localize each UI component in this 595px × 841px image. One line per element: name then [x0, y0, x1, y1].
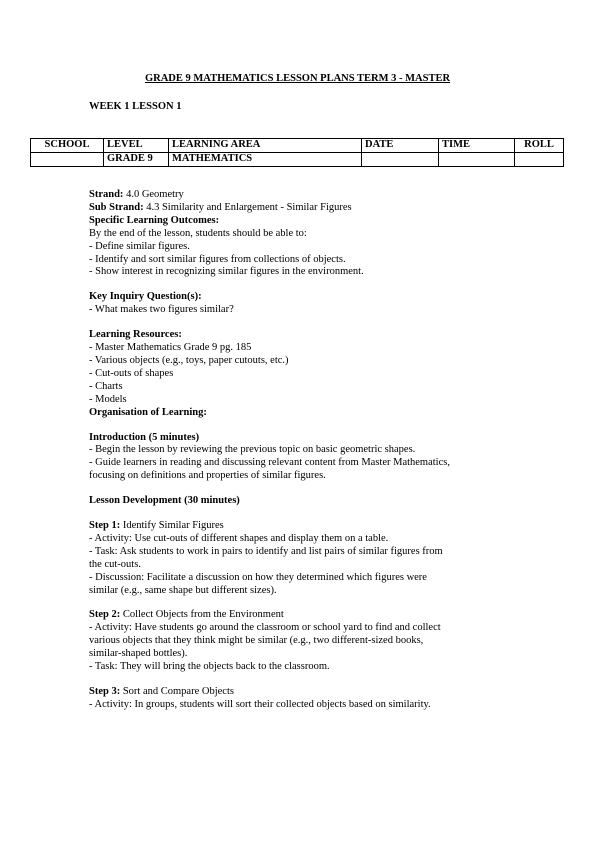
cell-time — [439, 153, 515, 167]
header-level: LEVEL — [104, 139, 169, 153]
lesson-info-table — [30, 138, 564, 167]
development-heading: Lesson Development (30 minutes) — [89, 495, 240, 507]
header-time: TIME — [439, 139, 515, 153]
table-header-row — [31, 139, 564, 153]
header-date: DATE — [362, 139, 439, 153]
outcomes-heading: Specific Learning Outcomes: — [89, 214, 220, 226]
table-data-row — [31, 153, 564, 167]
introduction-heading: Introduction (5 minutes) — [89, 431, 200, 443]
resource-item: - Charts — [89, 380, 123, 392]
inquiry-heading: Key Inquiry Question(s): — [89, 291, 202, 303]
header-school: SCHOOL — [31, 139, 104, 153]
step1-line: the cut-outs. — [89, 558, 141, 570]
inquiry-question: - What makes two figures similar? — [89, 304, 234, 316]
step2-title: Step 2: Collect Objects from the Environment — [89, 609, 284, 621]
cell-school — [31, 153, 104, 167]
outcomes-intro: By the end of the lesson, students should be able to: — [89, 227, 307, 239]
outcome-item: - Define similar figures. — [89, 240, 190, 252]
cell-roll — [515, 153, 564, 167]
step3-line: - Activity: In groups, students will sort their collected objects based on similarity. — [89, 698, 431, 710]
resources-heading: Learning Resources: — [89, 329, 182, 341]
strand-line — [89, 189, 519, 202]
introduction-line: - Guide learners in reading and discussing relevant content from Master Mathematics, — [89, 457, 450, 469]
lesson-body — [89, 189, 519, 712]
step2-line: various objects that they think might be similar (e.g., two different-sized books, — [89, 635, 424, 647]
page-title: GRADE 9 MATHEMATICS LESSON PLANS TERM 3 - MASTER — [144, 73, 451, 84]
week-lesson-heading: WEEK 1 LESSON 1 — [89, 101, 182, 112]
substrand-value: 4.3 Similarity and Enlargement - Similar Figures — [143, 201, 352, 213]
introduction-line: - Begin the lesson by reviewing the previous topic on basic geometric shapes. — [89, 444, 416, 456]
header-learning-area: LEARNING AREA — [169, 139, 362, 153]
substrand-line — [89, 202, 519, 215]
resource-item: - Various objects (e.g., toys, paper cutouts, etc.) — [89, 354, 289, 366]
cell-date — [362, 153, 439, 167]
resource-item: - Master Mathematics Grade 9 pg. 185 — [89, 342, 252, 354]
cell-learning-area: MATHEMATICS — [169, 153, 362, 167]
strand-label: Strand: — [89, 189, 124, 200]
step3-title: Step 3: Sort and Compare Objects — [89, 686, 234, 697]
step2-line: - Activity: Have students go around the classroom or school yard to find and collect — [89, 622, 441, 634]
step1-line: similar (e.g., same shape but different sizes). — [89, 584, 277, 596]
step1-line: - Activity: Use cut-outs of different shapes and display them on a table. — [89, 532, 389, 544]
strand-value: 4.0 Geometry — [123, 189, 184, 200]
cell-level: GRADE 9 — [104, 153, 169, 167]
introduction-line: focusing on definitions and properties of similar figures. — [89, 470, 326, 482]
outcome-item: - Identify and sort similar figures from collections of objects. — [89, 253, 346, 265]
resource-item: - Models — [89, 393, 127, 405]
header-roll: ROLL — [515, 139, 564, 153]
step2-line: similar-shaped bottles). — [89, 648, 188, 660]
organisation-heading: Organisation of Learning: — [89, 406, 207, 418]
step2-line: - Task: They will bring the objects back to the classroom. — [89, 661, 330, 673]
step1-title: Step 1: Identify Similar Figures — [89, 520, 224, 532]
step1-line: - Task: Ask students to work in pairs to identify and list pairs of similar figures from — [89, 545, 443, 557]
outcome-item: - Show interest in recognizing similar figures in the environment. — [89, 266, 364, 278]
step1-line: - Discussion: Facilitate a discussion on how they determined which figures were — [89, 571, 427, 583]
substrand-label: Sub Strand: — [89, 201, 144, 213]
resource-item: - Cut-outs of shapes — [89, 367, 174, 379]
